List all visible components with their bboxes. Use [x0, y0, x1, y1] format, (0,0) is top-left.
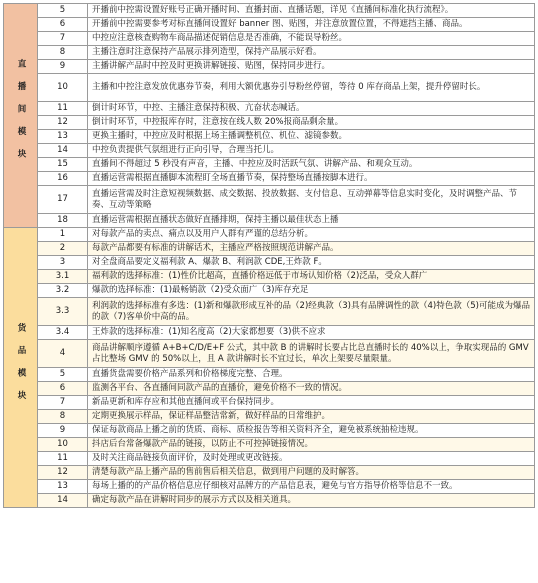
row-number: 6: [38, 18, 88, 32]
row-description: 主播注意时注意保持产品展示排列造型，保持产品展示好看。: [88, 46, 535, 60]
row-number: 3.4: [38, 326, 88, 340]
row-description: 更换主播时，中控应及时根据上场主播调整机位、机位、滤镜参数。: [88, 130, 535, 144]
row-number: 16: [38, 172, 88, 186]
row-description: 中控应注意核查购物车商品描述促销信息是否准确，不能误导粉丝。: [88, 32, 535, 46]
row-description: 王炸款的选择标准：(1)知名度高（2)大家都想要（3)供不应求: [88, 326, 535, 340]
table-row: [4, 466, 535, 480]
row-description: 保证每款商品上播之前的货质、商标、质检报告等相关资料齐全，避免被系统抽检违规。: [88, 424, 535, 438]
row-number: 8: [38, 46, 88, 60]
row-description: 定期更换展示样品，保证样品整洁常新，做好样品的日常维护。: [88, 410, 535, 424]
table-row: [4, 32, 535, 46]
row-description: 确定每款产品在讲解时同步的展示方式以及相关道具。: [88, 494, 535, 508]
row-description: 开播前中控需要参考对标直播间设置好 banner 图、贴图，并注意放置位置，不得遮挡主播、商品。: [88, 18, 535, 32]
table-row: [4, 452, 535, 466]
table-row: [4, 130, 535, 144]
section-label: 货品模块: [4, 228, 38, 508]
row-description: 中控负责提供气氛组进行正向引导，合理当托儿。: [88, 144, 535, 158]
row-description: 主播讲解产品时中控及时更换讲解链接、贴图，保持同步进行。: [88, 60, 535, 74]
row-description: 商品讲解顺序遵循 A+B+C/D/E+F 公式，其中款 B 的讲解时长要占比总直播时长的 40%以上，争取实现品的 GMV 占比整场 GMV 的 50%以上，且 A 款讲解时长不宜过长，单次上架要尽量限量。: [88, 340, 535, 368]
row-number: 4: [38, 340, 88, 368]
row-description: 每场上播的的产品价格信息应仔细核对品牌方的产品信息表，避免与官方指导价格等信息不一致。: [88, 480, 535, 494]
row-description: 对每款产品的卖点、痛点以及用户人群有严谨的总结分析。: [88, 228, 535, 242]
table-row: [4, 46, 535, 60]
row-description: 对全盘商品要定义福利款 A、爆款 B、利润款 CDE,王炸款 F。: [88, 256, 535, 270]
row-description: 抖店后台常备爆款产品的链接，以防止不可控掉链接情况。: [88, 438, 535, 452]
table-row: [4, 116, 535, 130]
table-row: [4, 438, 535, 452]
table-row: [4, 4, 535, 18]
row-description: 爆款的选择标准：(1)最畅销款（2)受众面广（3)库存充足: [88, 284, 535, 298]
row-description: 利润款的选择标准有多选：(1)新和爆款形成互补的品（2)经典款（3)具有品牌调性的款（4)特色款（5)可能成为爆品的款（7)客单价中高的品。: [88, 298, 535, 326]
row-number: 9: [38, 424, 88, 438]
table-row: [4, 340, 535, 368]
table-row: [4, 256, 535, 270]
table-row: [4, 424, 535, 438]
table-row: [4, 368, 535, 382]
row-description: 直播货盘需要价格产品系列和价格梯度完整、合理。: [88, 368, 535, 382]
row-number: 14: [38, 144, 88, 158]
row-number: 15: [38, 158, 88, 172]
row-number: 18: [38, 214, 88, 228]
row-description: 每款产品都要有标准的讲解话术，主播应严格按照规范讲解产品。: [88, 242, 535, 256]
table-row: [4, 326, 535, 340]
table-row: [4, 494, 535, 508]
row-number: 6: [38, 382, 88, 396]
table-row: [4, 298, 535, 326]
row-number: 14: [38, 494, 88, 508]
row-number: 10: [38, 74, 88, 102]
row-description: 直播运营需根据直播脚本流程盯全场直播节奏，保持整场直播按脚本进行。: [88, 172, 535, 186]
row-number: 11: [38, 452, 88, 466]
row-number: 13: [38, 130, 88, 144]
table-row: [4, 410, 535, 424]
row-number: 1: [38, 228, 88, 242]
table-row: [4, 284, 535, 298]
table-row: [4, 396, 535, 410]
row-number: 3.2: [38, 284, 88, 298]
row-number: 9: [38, 60, 88, 74]
row-description: 新品更新和库存应和其他直播间或平台保持同步。: [88, 396, 535, 410]
row-number: 8: [38, 410, 88, 424]
row-description: 直播间不得超过 5 秒没有声音，主播、中控应及时活跃气氛、讲解产品、和观众互动。: [88, 158, 535, 172]
row-number: 3.3: [38, 298, 88, 326]
table-body: [4, 4, 535, 508]
table-row: [4, 270, 535, 284]
row-description: 倒计时环节，中控、主播注意保持积极、亢奋状态喊话。: [88, 102, 535, 116]
row-number: 2: [38, 242, 88, 256]
row-number: 11: [38, 102, 88, 116]
operations-checklist-table: [3, 3, 535, 508]
table-row: [4, 102, 535, 116]
row-description: 监测各平台、各直播间同款产品的直播价，避免价格不一致的情况。: [88, 382, 535, 396]
section-label: 直播间模块: [4, 4, 38, 228]
row-description: 及时关注商品链接负面评价，及时处理或更改链接。: [88, 452, 535, 466]
row-description: 直播运营需根据直播状态做好直播排期，保持主播以最佳状态上播: [88, 214, 535, 228]
row-description: 主播和中控注意发放优惠券节奏，利用大额优惠券引导粉丝停留，等待 0 库存商品上架，提升停留时长。: [88, 74, 535, 102]
table-row: [4, 60, 535, 74]
row-number: 5: [38, 368, 88, 382]
row-number: 17: [38, 186, 88, 214]
row-description: 清楚每款产品上播产品的售前售后相关信息，做到用户问题的及时解答。: [88, 466, 535, 480]
row-description: 开播前中控需设置好账号正确开播时间、直播封面、直播话题，详见《直播间标准化执行流程》。: [88, 4, 535, 18]
row-number: 7: [38, 396, 88, 410]
table-row: [4, 18, 535, 32]
row-number: 13: [38, 480, 88, 494]
table-row: [4, 228, 535, 242]
table-row: [4, 186, 535, 214]
row-number: 3: [38, 256, 88, 270]
table-row: [4, 172, 535, 186]
row-number: 10: [38, 438, 88, 452]
table-row: [4, 74, 535, 102]
table-row: [4, 242, 535, 256]
row-number: 7: [38, 32, 88, 46]
row-description: 倒计时环节，中控报库存时，注意按在线人数 20%报商品剩余量。: [88, 116, 535, 130]
row-number: 12: [38, 466, 88, 480]
table-row: [4, 382, 535, 396]
row-description: 直播运营需及时注意短视频数据、成交数据、投放数据、支付信息、互动弹幕等信息实时变化，及时调整产品、节奏、互动等策略: [88, 186, 535, 214]
table-row: [4, 158, 535, 172]
row-number: 12: [38, 116, 88, 130]
table-row: [4, 214, 535, 228]
row-number: 3.1: [38, 270, 88, 284]
table-row: [4, 144, 535, 158]
row-number: 5: [38, 4, 88, 18]
row-description: 福利款的选择标准：(1)性价比超高，直播价格远低于市场认知价格（2)泛品，受众人群广: [88, 270, 535, 284]
table-row: [4, 480, 535, 494]
